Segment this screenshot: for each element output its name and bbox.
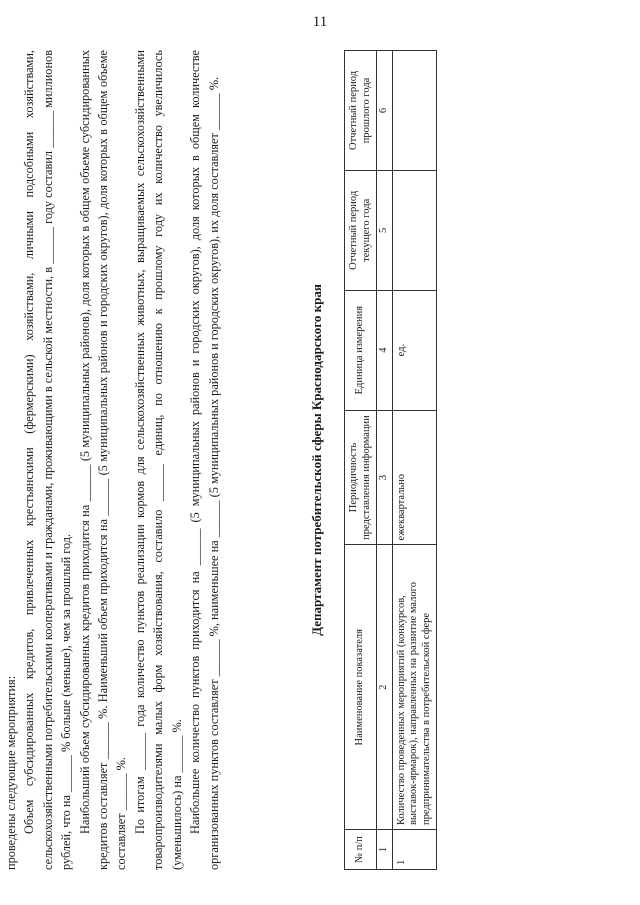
table-row xyxy=(392,51,437,870)
page-number: 11 xyxy=(312,14,328,30)
table-header-row xyxy=(345,51,377,870)
column-number: 5 xyxy=(377,170,393,290)
previous-period-value xyxy=(392,51,437,171)
indicator-table xyxy=(344,50,437,870)
column-number: 1 xyxy=(377,830,393,870)
column-number: 2 xyxy=(377,545,393,830)
header-previous-period: Отчетный период прошлого года xyxy=(345,51,377,171)
header-indicator-name: Наименование показателя xyxy=(345,545,377,830)
paragraph-7: Наибольшее количество пунктов приходится на ______ (5 муниципальных районов и городских округов), доля которых в общем количестве организованных пунктов составляет ______ %, наименьшее на ______ (5 муниципальных районов и городских округов), их доля составляет ______ %. xyxy=(188,50,221,870)
header-unit: Единица измерения xyxy=(345,290,377,410)
column-number: 6 xyxy=(377,51,393,171)
table-column-numbers-row xyxy=(377,51,393,870)
current-period-value xyxy=(392,170,437,290)
unit: ед. xyxy=(392,290,437,410)
periodicity: ежеквартально xyxy=(392,410,437,545)
column-number: 3 xyxy=(377,410,393,545)
paragraph-3: проведены следующие мероприятия: xyxy=(4,675,19,870)
paragraph-4: Объем субсидированных кредитов, привлеченных крестьянскими (фермерскими) хозяйствами, личными подсобными хозяйствами, сельскохозяйственными потребительскими кооперативами и гражданами, проживающими в сельской местности, в ______ году составил ______ миллионов рублей, что на ______ % больше (меньше), чем за прошлый год. xyxy=(22,50,74,870)
row-number: 1 xyxy=(392,830,437,870)
header-number: № п/п xyxy=(345,830,377,870)
paragraph-6: По итогам ______ года количество пунктов реализации кормов для сельскохозяйственных животных, выращиваемых сельскохозяйственными товаропроизводителями малых форм хозяйствования, составило ______ единиц, по отношению к прошлому году их количество увеличилось (уменьшилось) на ______ %. xyxy=(132,50,184,870)
paragraph-5: Наибольший объем субсидированных кредитов приходится на ______ (5 муниципальных районов), доля которых в общем объеме субсидированных кредитов составляет ______ %. Наименьший объем приходится на ______ (5 муниципальных районов и городских округов), доля которых в общем объеме составляет ______ %. xyxy=(77,50,129,870)
indicator-name: Количество проведенных мероприятий (конкурсов, выставок-ярмарок), направленных на развитие малого предпринимательства в потребительской сфере xyxy=(392,545,437,830)
header-periodicity: Периодичность представления информации xyxy=(345,410,377,545)
rotated-content xyxy=(0,50,460,870)
department-heading: Департамент потребительской сферы Краснодарского края xyxy=(309,284,324,636)
header-current-period: Отчетный период текущего года xyxy=(345,170,377,290)
body-text xyxy=(0,50,223,870)
column-number: 4 xyxy=(377,290,393,410)
